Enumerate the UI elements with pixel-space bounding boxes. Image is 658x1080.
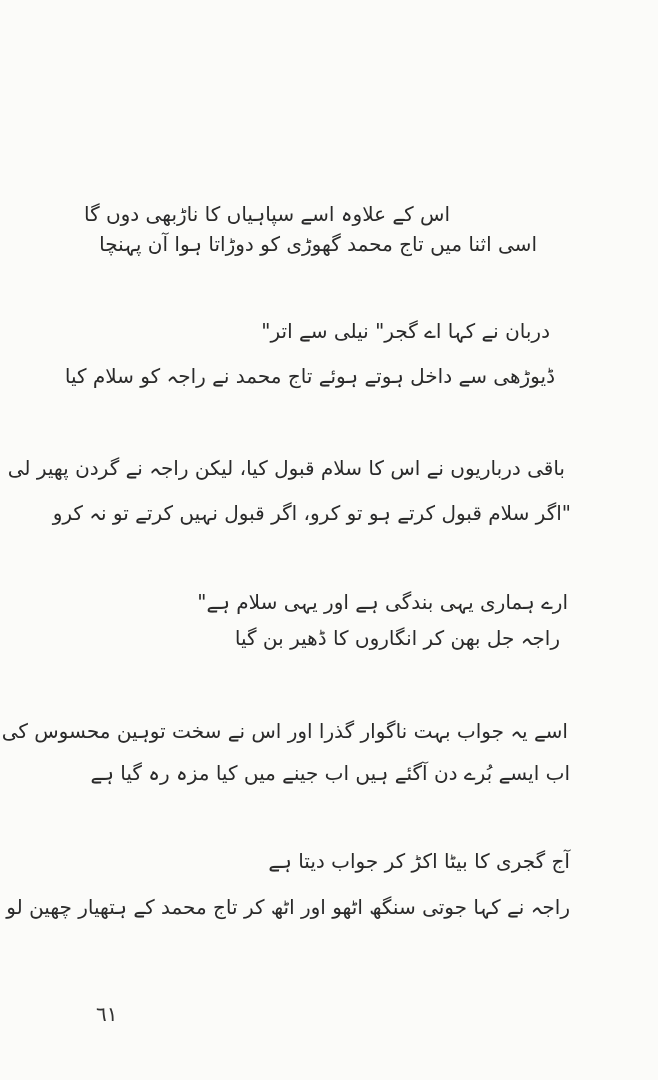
stanza-6-line-2: راجہ نے کہا جوتی سنگھ اٹھو اور اٹھ کر تاج محمد کے ہتھیار چھین لو [6,895,570,919]
stanza-1-line-1: اس کے علاوہ اسے سپاہیاں کا ناڑبھی دوں گا [83,202,450,226]
stanza-4-line-2: راجہ جل بھن کر انگاروں کا ڈھیر بن گیا [234,626,560,650]
stanza-6-line-1: آج گجری کا بیٹا اکڑ کر جواب دیتا ہے [268,849,570,873]
stanza-4-line-1: ارے ہماری یہی بندگی ہے اور یہی سلام ہے" [197,590,568,614]
stanza-2-line-1: دربان نے کہا اے گجر" نیلی سے اتر" [261,319,550,343]
stanza-3-line-1: باقی درباریوں نے اس کا سلام قبول کیا، لیکن راجہ نے گردن پھیر لی [7,456,565,480]
page-number: ٦١ [96,1002,118,1026]
stanza-5-line-2: اب ایسے بُرے دن آگئے ہیں اب جینے میں کیا مزہ رہ گیا ہے [90,761,570,785]
stanza-5-line-1: اسے یہ جواب بہت ناگوار گذرا اور اس نے سخت توہین محسوس کی [1,719,568,743]
stanza-1-line-2: اسی اثنا میں تاج محمد گھوڑی کو دوڑاتا ہوا آن پہنچا [99,232,537,256]
stanza-3-line-2: "اگر سلام قبول کرتے ہو تو کرو، اگر قبول نہیں کرتے تو نہ کرو [52,501,571,525]
stanza-2-line-2: ڈیوڑھی سے داخل ہوتے ہوئے تاج محمد نے راجہ کو سلام کیا [64,364,555,388]
